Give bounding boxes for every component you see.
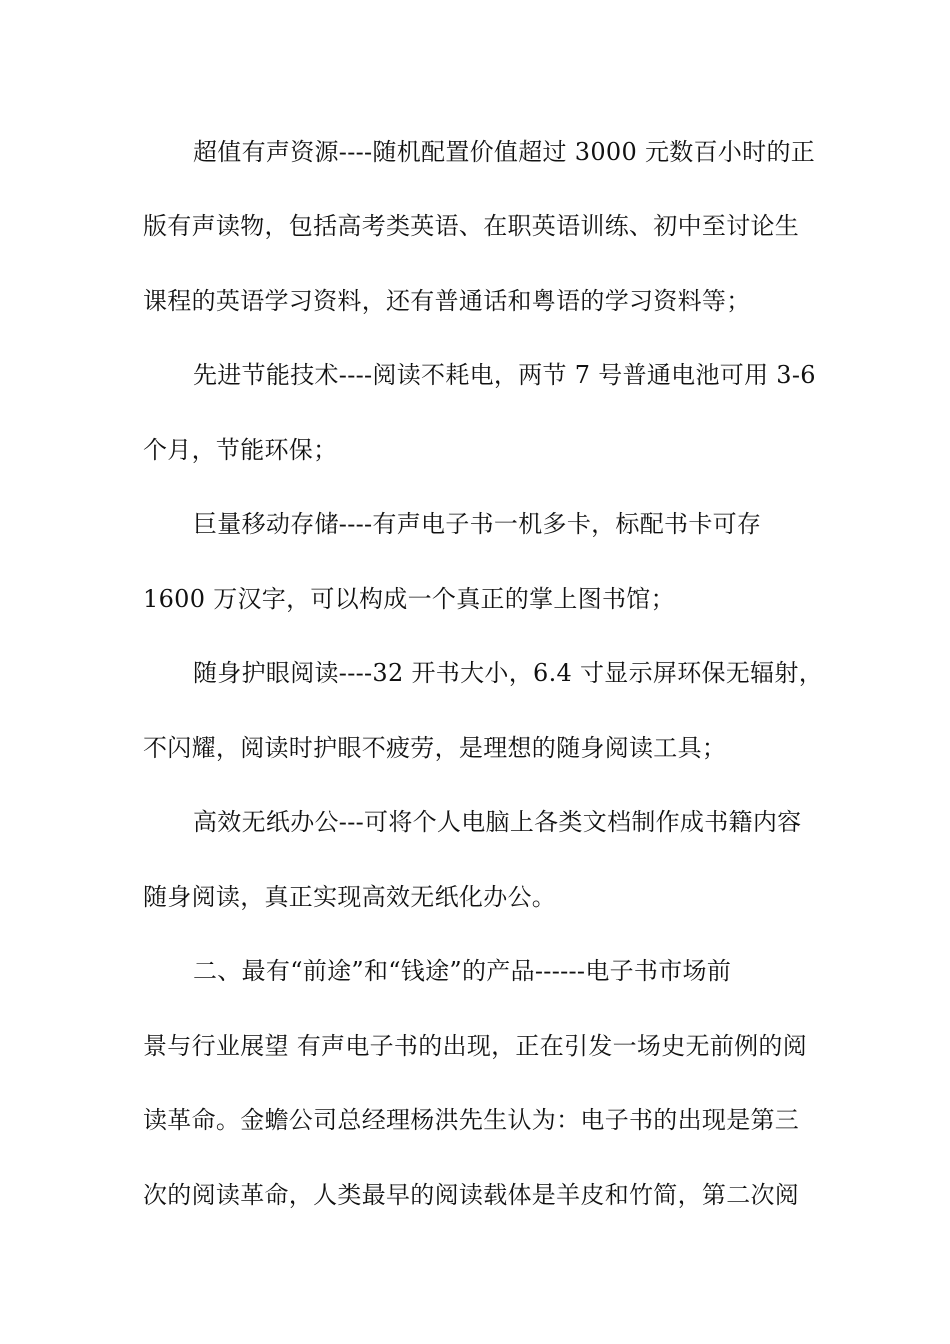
paragraph-audio-resources-line-1: 超值有声资源----随机配置价值超过 3000 元数百小时的正 — [193, 138, 816, 166]
paragraph-storage-line-1: 巨量移动存储----有声电子书一机多卡，标配书卡可存 — [193, 510, 762, 538]
paragraph-audio-resources-line-3: 课程的英语学习资料，还有普通话和粤语的学习资料等； — [143, 287, 751, 315]
paragraph-audio-resources-line-2: 版有声读物，包括高考类英语、在职英语训练、初中至讨论生 — [143, 212, 800, 240]
paragraph-market-outlook-line-1: 二、最有“前途”和“钱途”的产品------电子书市场前 — [193, 957, 732, 985]
paragraph-paperless-line-1: 高效无纸办公---可将个人电脑上各类文档制作成书籍内容 — [193, 808, 802, 836]
paragraph-paperless-line-2: 随身阅读，真正实现高效无纸化办公。 — [143, 883, 557, 911]
paragraph-market-outlook-line-4: 次的阅读革命，人类最早的阅读载体是羊皮和竹简，第二次阅 — [143, 1181, 800, 1209]
paragraph-storage-line-2: 1600 万汉字，可以构成一个真正的掌上图书馆； — [143, 585, 675, 613]
paragraph-energy-saving-line-2: 个月，节能环保； — [143, 436, 338, 464]
paragraph-eye-care-line-2: 不闪耀，阅读时护眼不疲劳，是理想的随身阅读工具； — [143, 734, 727, 762]
paragraph-energy-saving-line-1: 先进节能技术----阅读不耗电，两节 7 号普通电池可用 3-6 — [193, 361, 816, 389]
paragraph-eye-care-line-1: 随身护眼阅读----32 开书大小，6.4 寸显示屏环保无辐射， — [193, 659, 824, 687]
paragraph-market-outlook-line-3: 读革命。金蟾公司总经理杨洪先生认为：电子书的出现是第三 — [143, 1106, 800, 1134]
paragraph-market-outlook-line-2: 景与行业展望 有声电子书的出现，正在引发一场史无前例的阅 — [143, 1032, 808, 1060]
